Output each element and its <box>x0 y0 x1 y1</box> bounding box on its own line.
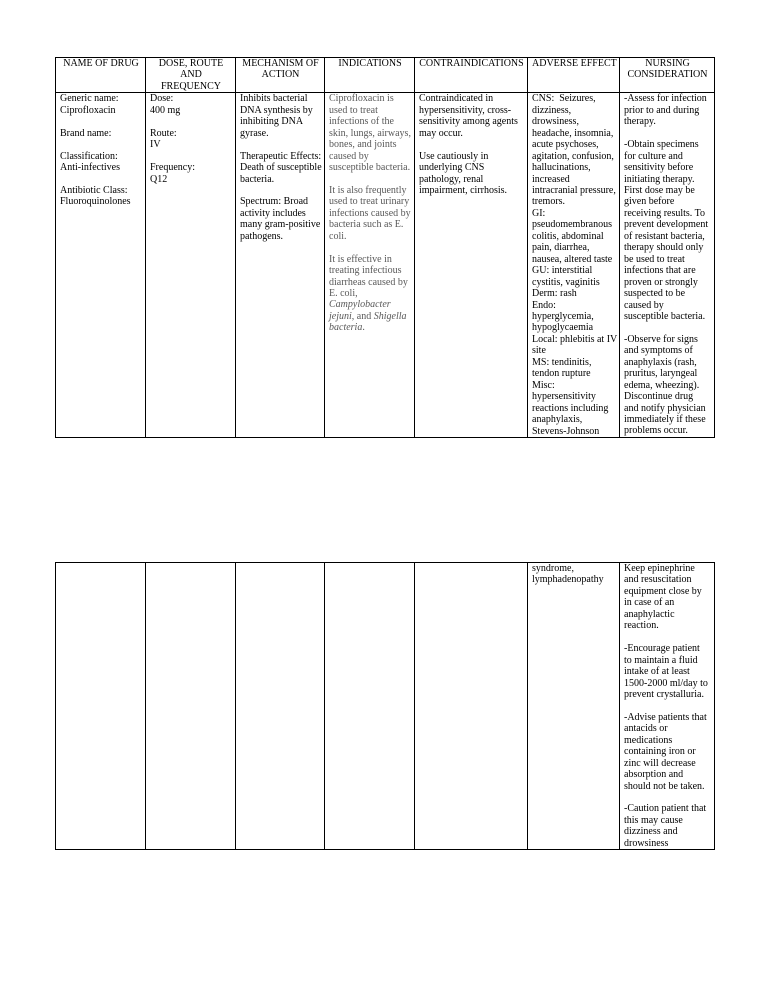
adverse-cns-text: CNS: Seizures, dizziness, drowsiness, headache, insomnia, acute psychoses, agitation, confusion, hallucinations, increased intracranial pressure, tremors. <box>532 93 616 208</box>
nursing-antacids-text: -Advise patients that antacids or medications containing iron or zinc will decrease absorption and should not be taken. <box>624 711 707 792</box>
indications-cell-continued <box>325 563 415 850</box>
frequency-value: Q12 <box>150 173 168 185</box>
indication-diarrhea-conjunction: , and <box>351 310 374 322</box>
header-name-of-drug-text: NAME OF DRUG <box>63 58 139 69</box>
contraindication-cautions-text: Use cautiously in underlying CNS pathology, renal impairment, cirrhosis. <box>419 150 508 196</box>
generic-name-value: Ciprofloxacin <box>60 104 116 116</box>
dose-route-frequency-cell-continued <box>146 563 236 850</box>
adverse-endo-text: Endo: hyperglycemia, hypoglycaemia <box>532 299 594 334</box>
header-indications-text: INDICATIONS <box>338 58 402 69</box>
contraindications-cell <box>415 93 528 438</box>
header-name-of-drug <box>56 58 146 93</box>
adverse-misc-continued-text: syndrome, lymphadenopathy <box>532 563 604 586</box>
header-contraindications <box>415 58 528 93</box>
mechanism-of-action-cell-continued <box>236 563 325 850</box>
drug-study-table <box>55 57 715 438</box>
header-row <box>56 58 715 93</box>
dose-route-frequency-cell <box>146 93 236 438</box>
header-mechanism-of-action <box>236 58 325 93</box>
nursing-assess-text: -Assess for infection prior to and during therapy. <box>624 93 707 128</box>
contraindication-hypersensitivity-text: Contraindicated in hypersensitivity, cross- sensitivity among agents may occur. <box>419 93 518 139</box>
adverse-local-text: Local: phlebitis at IV site <box>532 333 618 357</box>
header-mechanism-of-action-text: MECHANISM OF ACTION <box>242 58 319 81</box>
nursing-epinephrine-text: Keep epinephrine and resuscitation equipment close by in case of an anaphylactic reaction. <box>624 563 702 632</box>
spectrum-text: Spectrum: Broad activity includes many gram-positive pathogens. <box>240 196 321 242</box>
header-adverse-effect-text: ADVERSE EFFECT <box>532 58 617 69</box>
nursing-anaphylaxis-text: -Observe for signs and symptoms of anaphylaxis (rash, pruritus, laryngeal edema, wheezing). Discontinue drug and notify physician immediately if these problems occur. <box>624 333 706 437</box>
antibiotic-class-label: Antibiotic Class: <box>60 184 128 196</box>
contraindications-cell-continued <box>415 563 528 850</box>
indications-cell <box>325 93 415 438</box>
header-adverse-effect <box>528 58 620 93</box>
brand-name-label: Brand name: <box>60 127 112 139</box>
dose-label: Dose: <box>150 93 174 105</box>
name-of-drug-cell <box>56 93 146 438</box>
antibiotic-class-group <box>60 185 142 208</box>
classification-value: Anti-infectives <box>60 162 120 174</box>
mechanism-action-text: Inhibits bacterial DNA synthesis by inhibiting DNA gyrase. <box>240 93 313 139</box>
nursing-dizziness-text: -Caution patient that this may cause dizziness and drowsiness <box>624 803 707 849</box>
adverse-gu-text: GU: interstitial cystitis, vaginitis <box>532 265 600 288</box>
drug-row <box>56 93 715 438</box>
indication-diarrhea-period: . <box>362 322 365 334</box>
dose-group <box>150 93 232 116</box>
frequency-label: Frequency: <box>150 162 195 174</box>
drug-study-table-continued <box>55 562 715 850</box>
nursing-consideration-cell-continued <box>620 563 715 850</box>
header-dose-route-frequency <box>146 58 236 93</box>
frequency-group <box>150 162 232 185</box>
header-dose-route-frequency-text: DOSE, ROUTE AND FREQUENCY <box>158 58 224 92</box>
indication-urinary-text: It is also frequently used to treat urinary infections caused by bacteria such as E. coli. <box>329 184 411 242</box>
dose-value: 400 mg <box>150 104 181 116</box>
header-contraindications-text: CONTRAINDICATIONS <box>419 58 524 69</box>
adverse-misc-text: Misc: hypersensitivity reactions including anaphylaxis, Stevens-Johnson <box>532 379 609 437</box>
mechanism-of-action-cell <box>236 93 325 438</box>
indication-infections-text: Ciprofloxacin is used to treat infections of the skin, lungs, airways, bones, and joints caused by susceptible bacteria. <box>329 93 411 174</box>
adverse-effect-cell <box>528 93 620 438</box>
generic-name-group <box>60 93 142 116</box>
route-label: Route: <box>150 127 177 139</box>
header-nursing-consideration <box>620 58 715 93</box>
indication-diarrhea-text <box>329 254 411 334</box>
classification-label: Classification: <box>60 150 118 162</box>
nursing-consideration-cell <box>620 93 715 438</box>
name-of-drug-cell-continued <box>56 563 146 850</box>
brand-name-group <box>60 128 142 139</box>
organism-shigella: Shigella bacteria <box>329 310 407 334</box>
organism-campylobacter: Campylobacter jejuni <box>329 299 391 322</box>
route-group <box>150 128 232 151</box>
classification-group <box>60 151 142 174</box>
generic-name-label: Generic name: <box>60 93 119 105</box>
route-value: IV <box>150 139 161 151</box>
therapeutic-effects-text: Therapeutic Effects: Death of susceptible bacteria. <box>240 150 322 185</box>
drug-row-continued <box>56 563 715 850</box>
adverse-gi-text: GI: pseudomembranous colitis, abdominal pain, diarrhea, nausea, altered taste <box>532 207 613 265</box>
nursing-specimens-text: -Obtain specimens for culture and sensitivity before initiating therapy. First dose may be given before receiving results. To prevent development of resistant bacteria, therapy should only be used to treat infections that are proven or strongly suspected to be caused by susceptible bacteria. <box>624 139 709 322</box>
indication-diarrhea-intro: It is effective in treating infectious diarrheas caused by E. coli, <box>329 253 408 300</box>
nursing-fluids-text: -Encourage patient to maintain a fluid intake of at least 1500-2000 ml/day to prevent crystalluria. <box>624 643 708 700</box>
antibiotic-class-value: Fluoroquinolones <box>60 196 131 208</box>
adverse-ms-text: MS: tendinitis, tendon rupture <box>532 356 592 380</box>
header-indications <box>325 58 415 93</box>
header-nursing-consideration-text: NURSING CONSIDERATION <box>627 58 708 81</box>
adverse-effect-cell-continued <box>528 563 620 850</box>
adverse-derm-text: Derm: rash <box>532 288 577 300</box>
